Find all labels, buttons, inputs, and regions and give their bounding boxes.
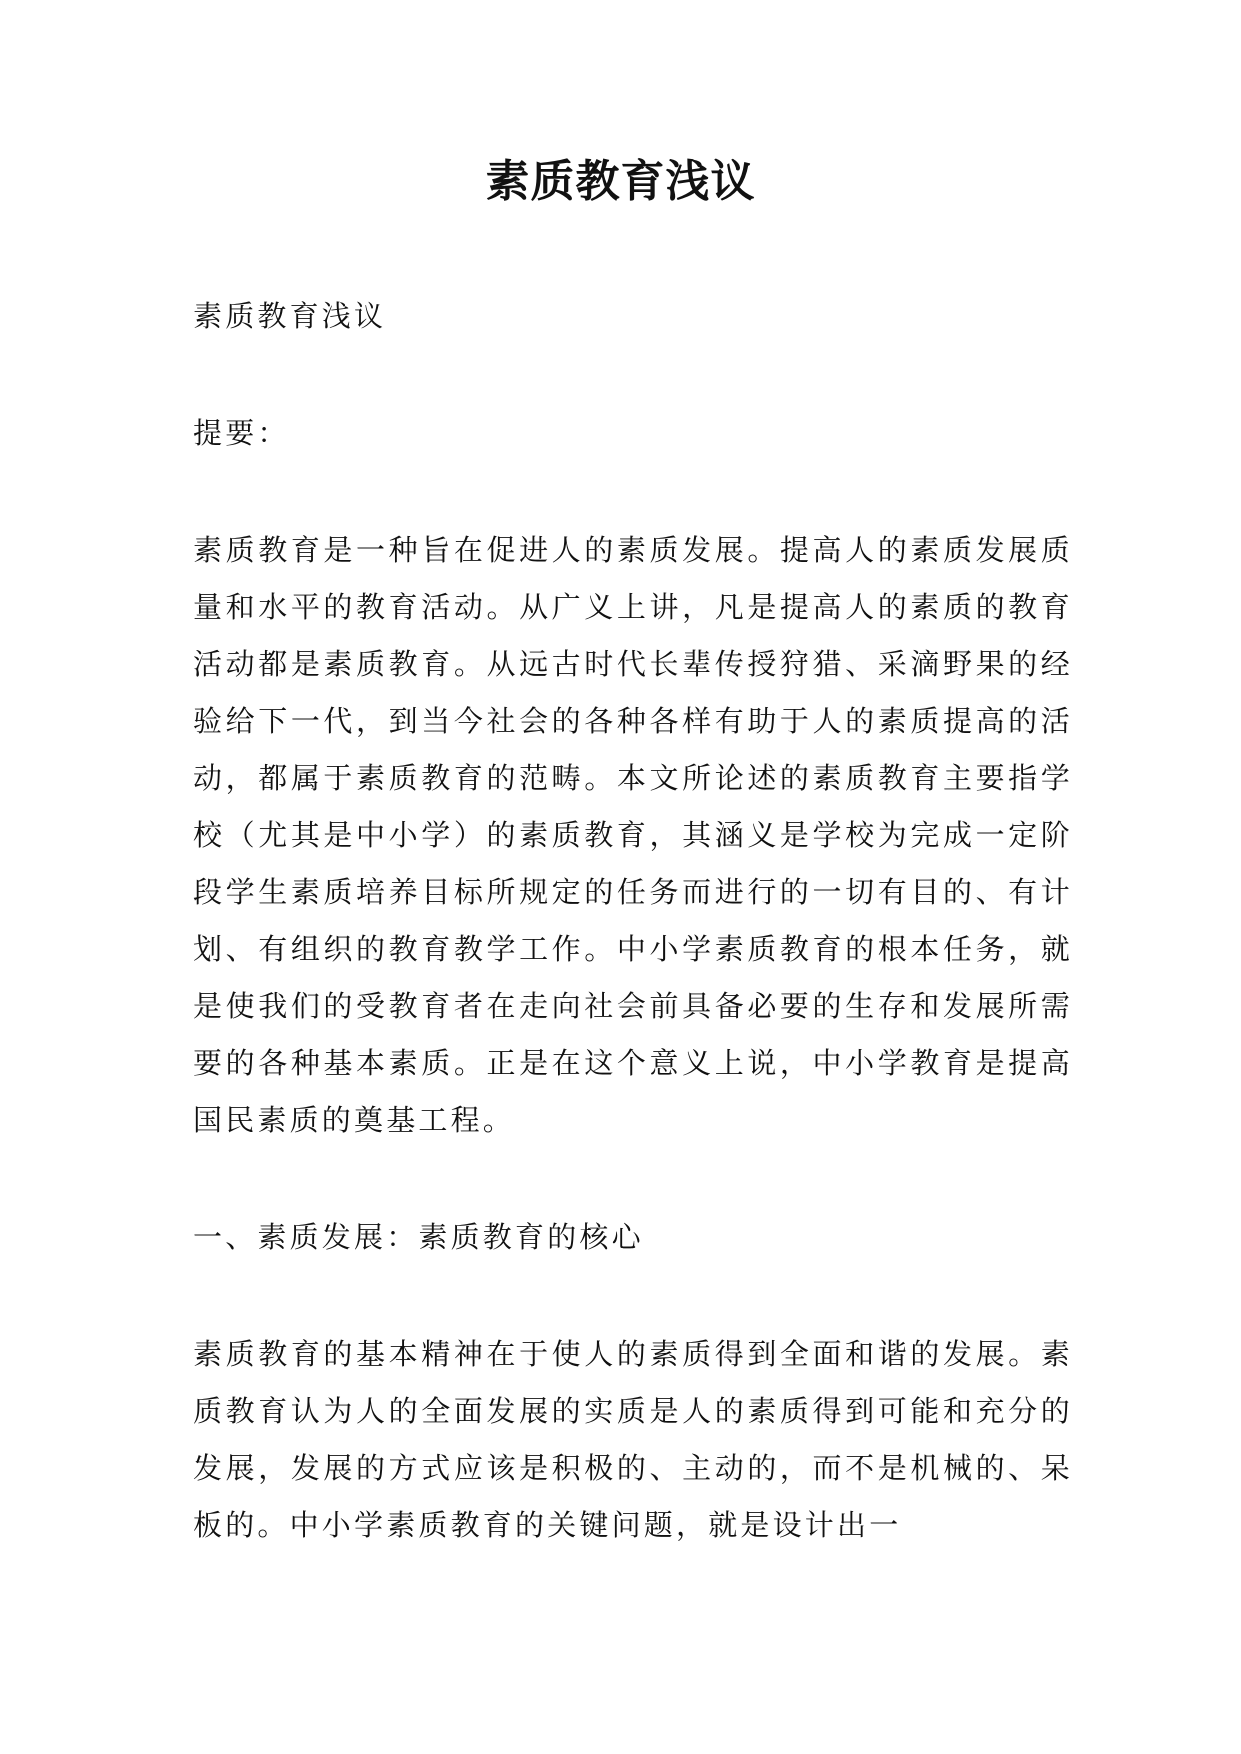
document-body xyxy=(193,288,1073,1554)
abstract-paragraph: 素质教育是一种旨在促进人的素质发展。提高人的素质发展质量和水平的教育活动。从广义上讲，凡是提高人的素质的教育活动都是素质教育。从远古时代长辈传授狩猎、采滴野果的经验给下一代，到当今社会的各种各样有助于人的素质提高的活动，都属于素质教育的范畴。本文所论述的素质教育主要指学校（尤其是中小学）的素质教育，其涵义是学校为完成一定阶段学生素质培养目标所规定的任务而进行的一切有目的、有计划、有组织的教育教学工作。中小学素质教育的根本任务，就是使我们的受教育者在走向社会前具备必要的生存和发展所需要的各种基本素质。正是在这个意义上说，中小学教育是提高国民素质的奠基工程。 xyxy=(193,533,1073,1137)
abstract-label: 提要： xyxy=(193,416,290,450)
document-title: 素质教育浅议 xyxy=(485,156,756,207)
section-heading: 一、素质发展：素质教育的核心 xyxy=(193,1220,644,1254)
section-paragraph: 素质教育的基本精神在于使人的素质得到全面和谐的发展。素质教育认为人的全面发展的实质是人的素质得到可能和充分的发展，发展的方式应该是积极的、主动的，而不是机械的、呆板的。中小学素质教育的关键问题，就是设计出一 xyxy=(193,1337,1073,1542)
document-subtitle: 素质教育浅议 xyxy=(193,299,387,333)
